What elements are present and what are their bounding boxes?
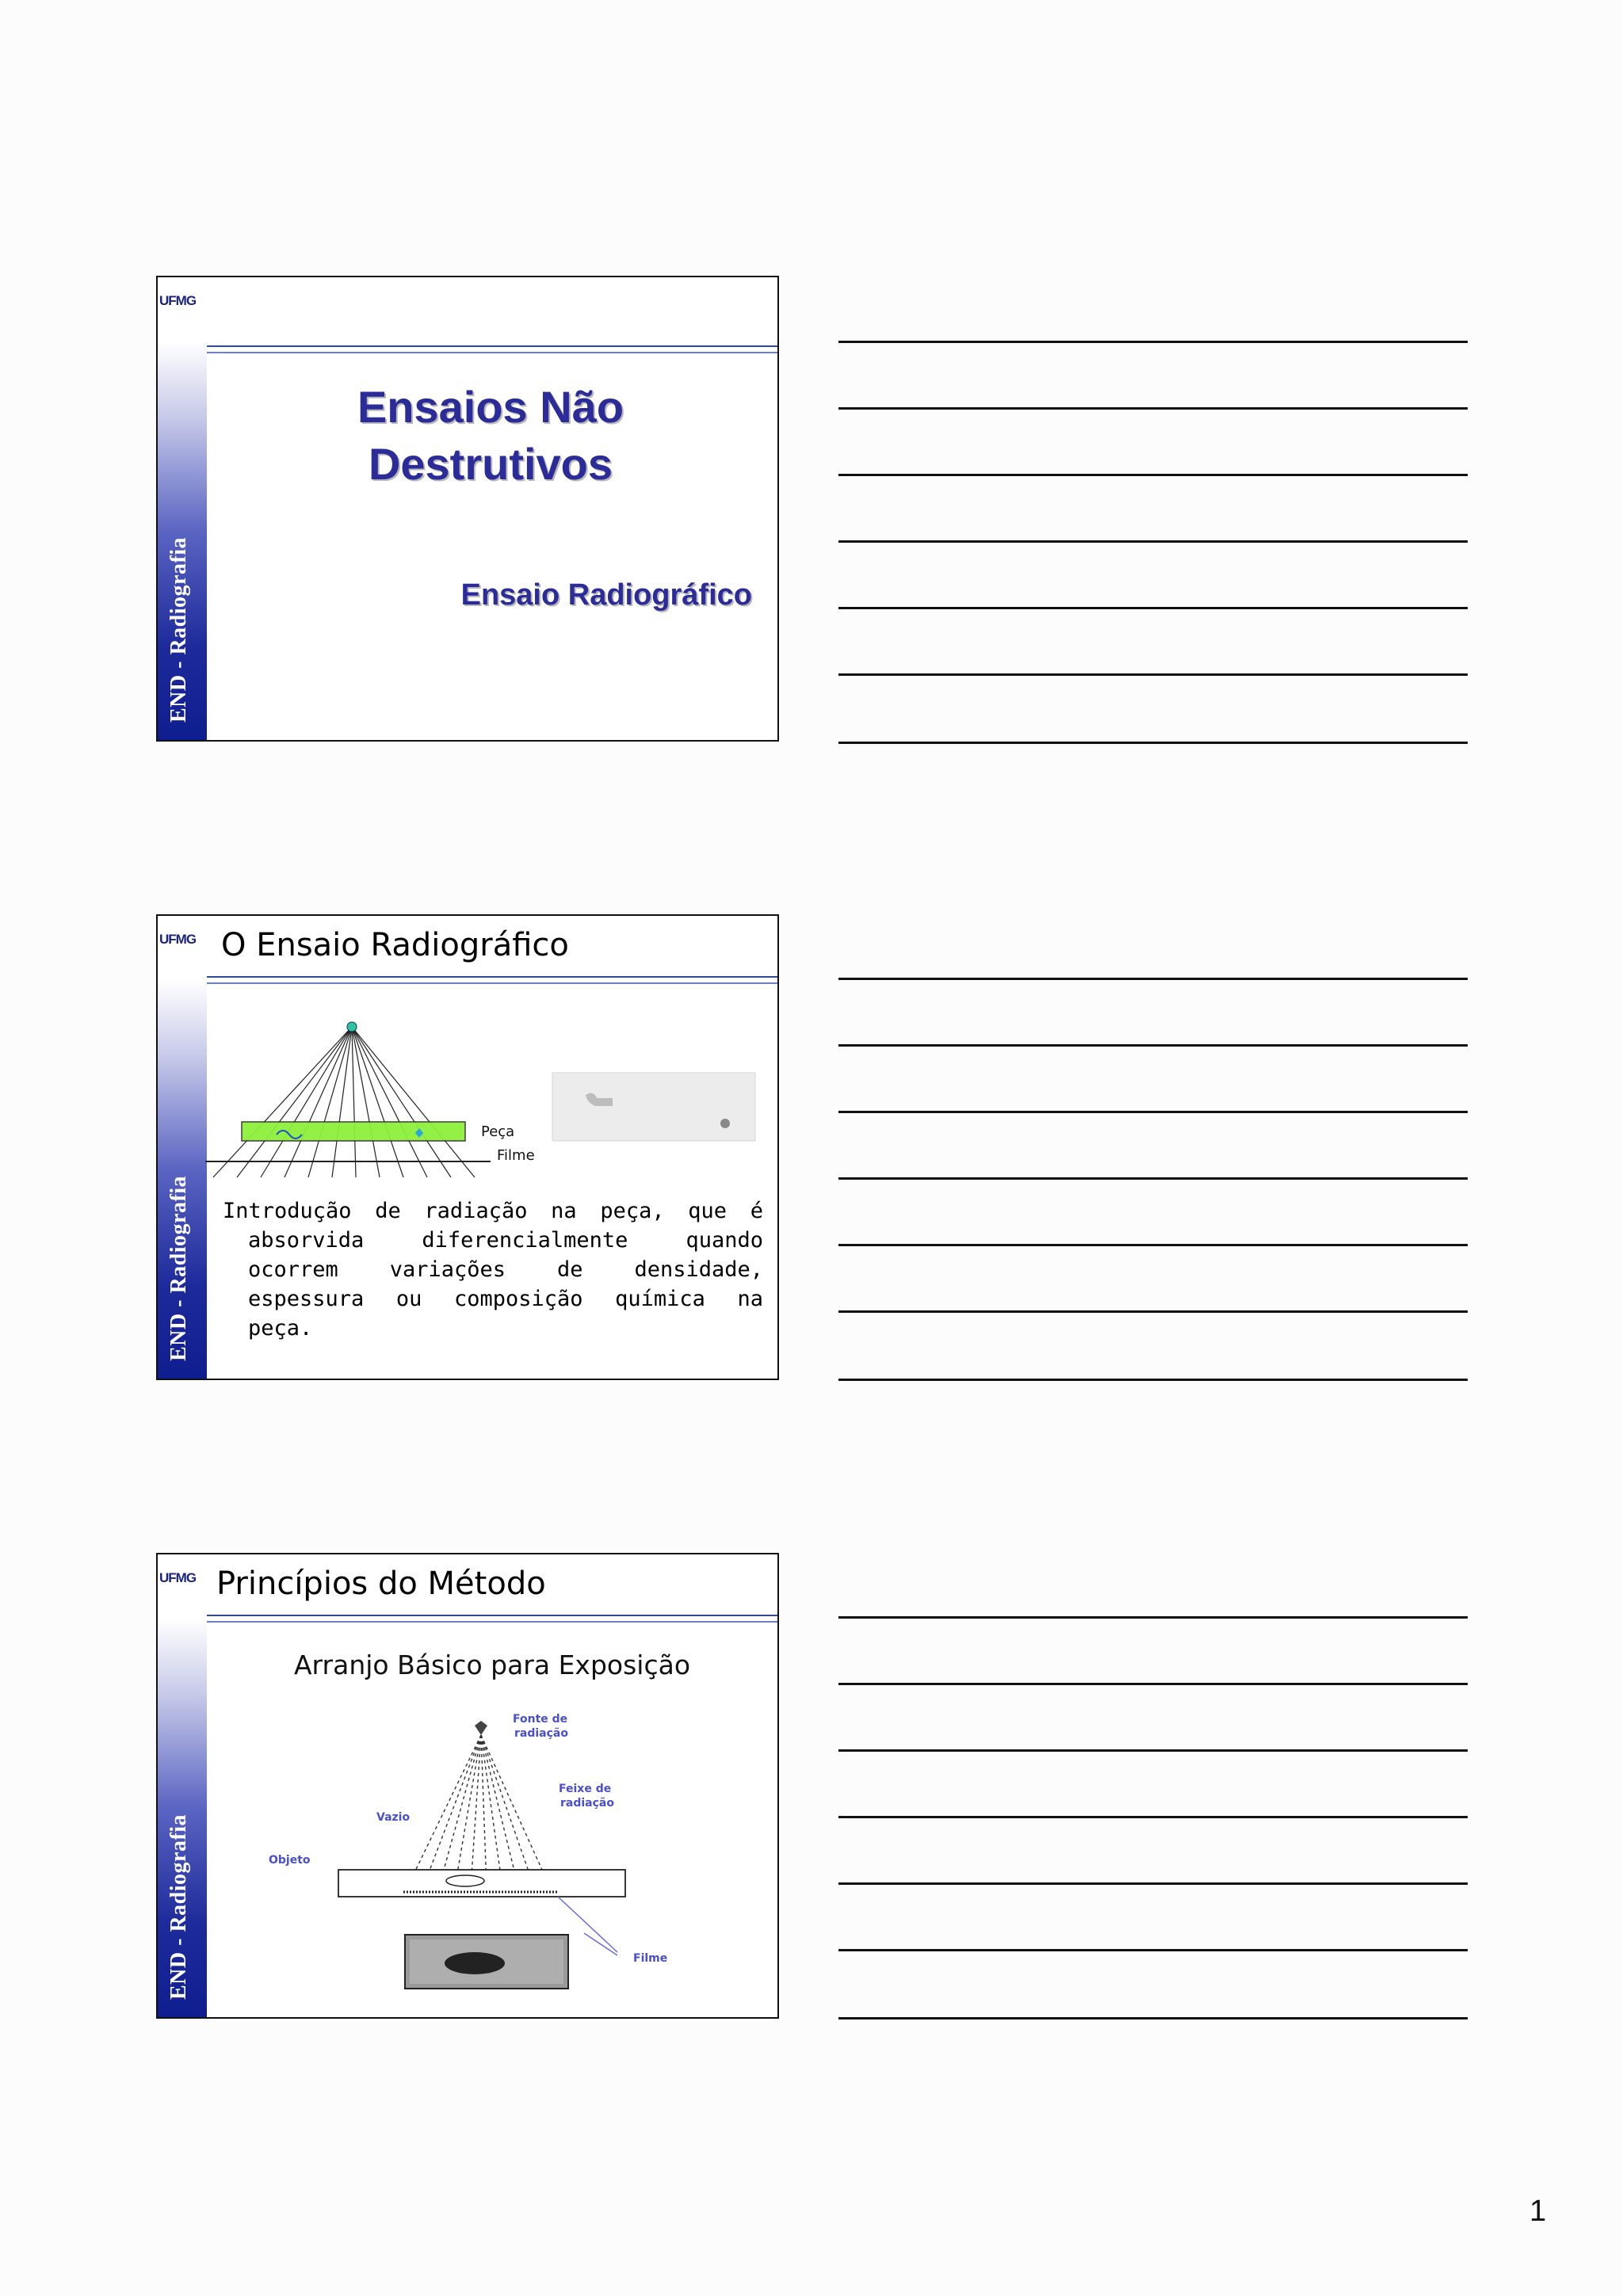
note-line [838,1379,1468,1381]
slide-heading: O Ensaio Radiográfico [221,927,569,963]
note-line [838,742,1468,744]
note-line [838,540,1468,543]
sidebar-label: END - Radiografia [166,536,191,723]
radiation-rays [213,1027,475,1177]
exposure-arrangement-diagram [158,1702,779,2019]
beam-label-line2: radiação [560,1797,614,1810]
slide-sidebar [158,277,207,740]
note-line [838,1816,1468,1818]
test-piece [242,1122,465,1141]
radiation-source-icon [347,1022,357,1032]
slide-o-ensaio-radiografico [156,914,779,1380]
page-number: 1 [1529,2195,1547,2228]
note-line [838,1310,1468,1313]
note-line [838,1949,1468,1951]
slide-paragraph: Introdução de radiação na peça, que é absorvida diferencialmente quando ocorrem variações de densidade, espessura ou composição química na peça. [223,1199,763,1341]
slide-heading: Princípios do Método [216,1566,546,1602]
radiation-source-icon [475,1721,487,1735]
slide-subheading: Arranjo Básico para Exposição [293,1650,691,1680]
source-label-line2: radiação [514,1727,568,1740]
ufmg-logo: UFMG [159,293,197,308]
note-line [838,407,1468,410]
note-line [838,1177,1468,1180]
note-line [838,474,1468,476]
sidebar-label: END - Radiografia [166,1175,191,1361]
piece-label: Peça [481,1123,515,1140]
note-line [838,2017,1468,2019]
note-line [838,673,1468,676]
note-line [838,1749,1468,1752]
void-shadow-icon [445,1952,505,1974]
note-line [838,1244,1468,1246]
ufmg-logo: UFMG [159,932,197,947]
slide-principios-do-metodo [156,1553,779,2019]
title-divider [207,345,777,353]
presentation-title: Ensaios Não Destrutivos [357,382,624,489]
sidebar-label: END - Radiografia [166,1814,191,2000]
beam-label-line1: Feixe de [559,1783,612,1795]
radiation-beam [407,1735,550,1887]
note-line [838,1882,1468,1885]
film-label: Filme [633,1952,668,1965]
radiography-diagram [158,1003,779,1209]
note-line [838,607,1468,609]
note-line [838,341,1468,343]
note-line [838,1044,1468,1047]
presentation-subtitle: Ensaio Radiográfico [460,578,752,612]
slide-title [156,276,779,742]
object-label: Objeto [269,1854,311,1867]
note-line [838,1111,1468,1113]
note-line [838,978,1468,980]
film-label: Filme [497,1147,535,1164]
void-label: Vazio [376,1811,411,1824]
note-line [838,1616,1468,1619]
ufmg-logo: UFMG [159,1570,197,1585]
radiograph-image [552,1073,755,1141]
title-divider [207,976,777,984]
note-line [838,1683,1468,1685]
source-label-line1: Fonte de [513,1713,568,1726]
title-divider [207,1615,777,1623]
